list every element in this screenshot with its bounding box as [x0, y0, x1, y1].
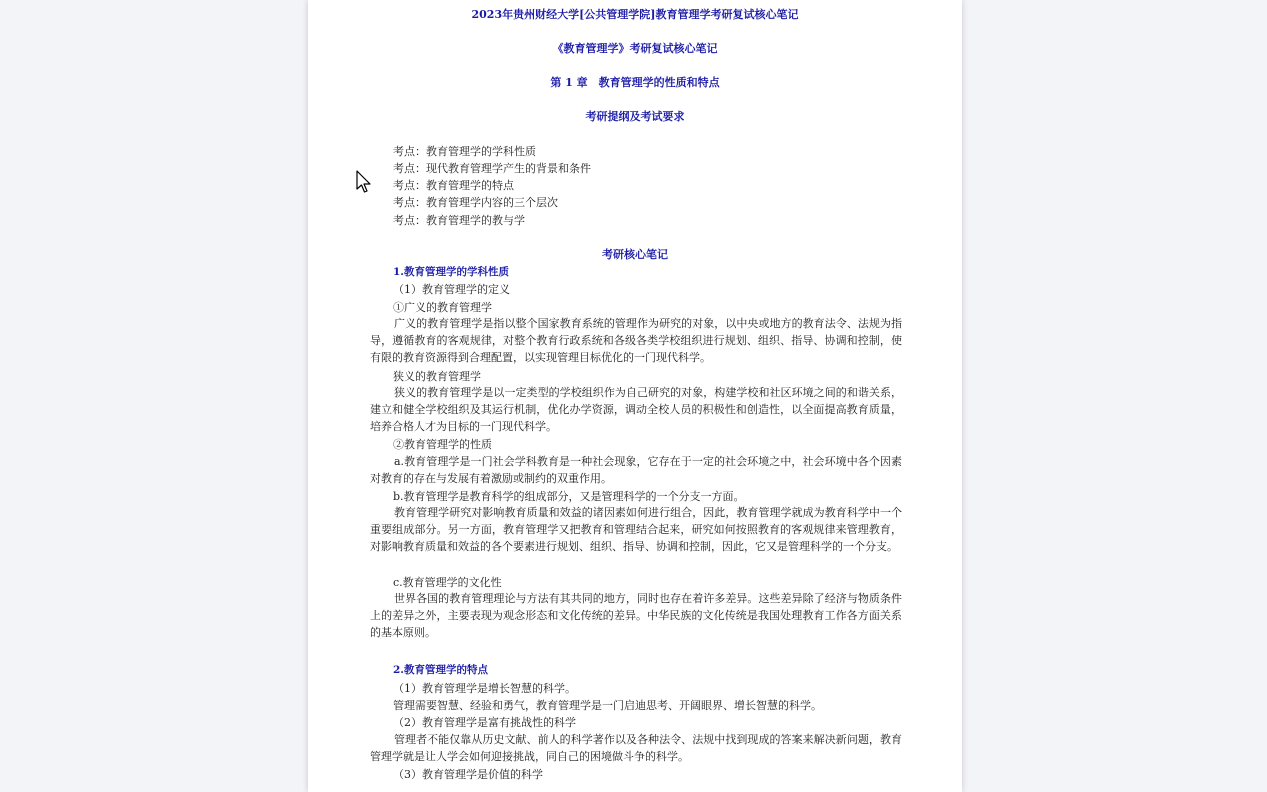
outline-item: 考点：教育管理学的教与学 — [393, 214, 525, 227]
outline-item: 考点：教育管理学的学科性质 — [393, 145, 536, 158]
paragraph: 管理需要智慧、经验和勇气，教育管理学是一门启迪思考、开阔眼界、增长智慧的科学。 — [393, 699, 822, 712]
section-title: 2.教育管理学的特点 — [393, 664, 488, 676]
paragraph: b.教育管理学是教育科学的组成部分，又是管理科学的一个分支一方面。 — [393, 490, 745, 503]
document-page — [308, 0, 962, 792]
header-title: 2023年贵州财经大学[公共管理学院]教育管理学考研复试核心笔记 — [471, 8, 799, 21]
subsection-title: （1）教育管理学是增长智慧的科学。 — [393, 682, 576, 695]
paragraph: a.教育管理学是一门社会学科教育是一种社会现象，它存在于一定的社会环境之中，社会环境中各个因素对教育的存在与发展有着激励或制约的双重作用。 — [370, 455, 902, 486]
outline-heading: 考研提纲及考试要求 — [585, 110, 685, 123]
book-title: 《教育管理学》考研复试核心笔记 — [552, 42, 718, 55]
paragraph: c.教育管理学的文化性 — [393, 576, 502, 589]
section-title: 1.教育管理学的学科性质 — [393, 266, 509, 278]
subsection-title: （2）教育管理学是富有挑战性的科学 — [393, 716, 576, 729]
paragraph: 教育管理学研究对影响教育质量和效益的诸因素如何进行组合，因此，教育管理学就成为教育科学中一个重要组成部分。另一方面，教育管理学又把教育和管理结合起来，研究如何按照教育的客观规律来管理教育，对影响教育质量和效益的各个要素进行规划、组织、指导、协调和控制，因此，它又是管理科学的一个分支。 — [370, 506, 902, 554]
outline-item: 考点：现代教育管理学产生的背景和条件 — [393, 162, 591, 175]
mouse-pointer-icon — [356, 170, 372, 194]
paragraph: 世界各国的教育管理理论与方法有其共同的地方，同时也存在着许多差异。这些差异除了经济与物质条件上的差异之外，主要表现为观念形态和文化传统的差异。中华民族的文化传统是我国处理教育工作各方面关系的基本原则。 — [370, 592, 902, 640]
outline-item: 考点：教育管理学的特点 — [393, 179, 514, 192]
subsection-title: ①广义的教育管理学 — [393, 301, 492, 314]
notes-heading: 考研核心笔记 — [602, 248, 668, 261]
paragraph: 管理者不能仅靠从历史文献、前人的科学著作以及各种法令、法规中找到现成的答案来解决新问题，教育管理学就是让人学会如何迎接挑战，同自己的困境做斗争的科学。 — [370, 733, 902, 764]
paragraph: 广义的教育管理学是指以整个国家教育系统的管理作为研究的对象，以中央或地方的教育法令、法规为指导，遵循教育的客观规律，对整个教育行政系统和各级各类学校组织进行规划、组织、指导、协调和控制，使有限的教育资源得到合理配置，以实现管理目标优化的一门现代科学。 — [370, 317, 902, 365]
subsection-title: 狭义的教育管理学 — [393, 370, 481, 383]
paragraph: 狭义的教育管理学是以一定类型的学校组织作为自己研究的对象，构建学校和社区环境之间的和谐关系，建立和健全学校组织及其运行机制，优化办学资源，调动全校人员的积极性和创造性，以全面提高教育质量，培养合格人才为目标的一门现代科学。 — [370, 386, 902, 434]
subsection-title: （1）教育管理学的定义 — [393, 283, 510, 296]
subsection-title: ②教育管理学的性质 — [393, 438, 492, 451]
outline-item: 考点：教育管理学内容的三个层次 — [393, 196, 558, 209]
chapter-title: 第 1 章 教育管理学的性质和特点 — [550, 76, 720, 89]
subsection-title: （3）教育管理学是价值的科学 — [393, 768, 543, 781]
